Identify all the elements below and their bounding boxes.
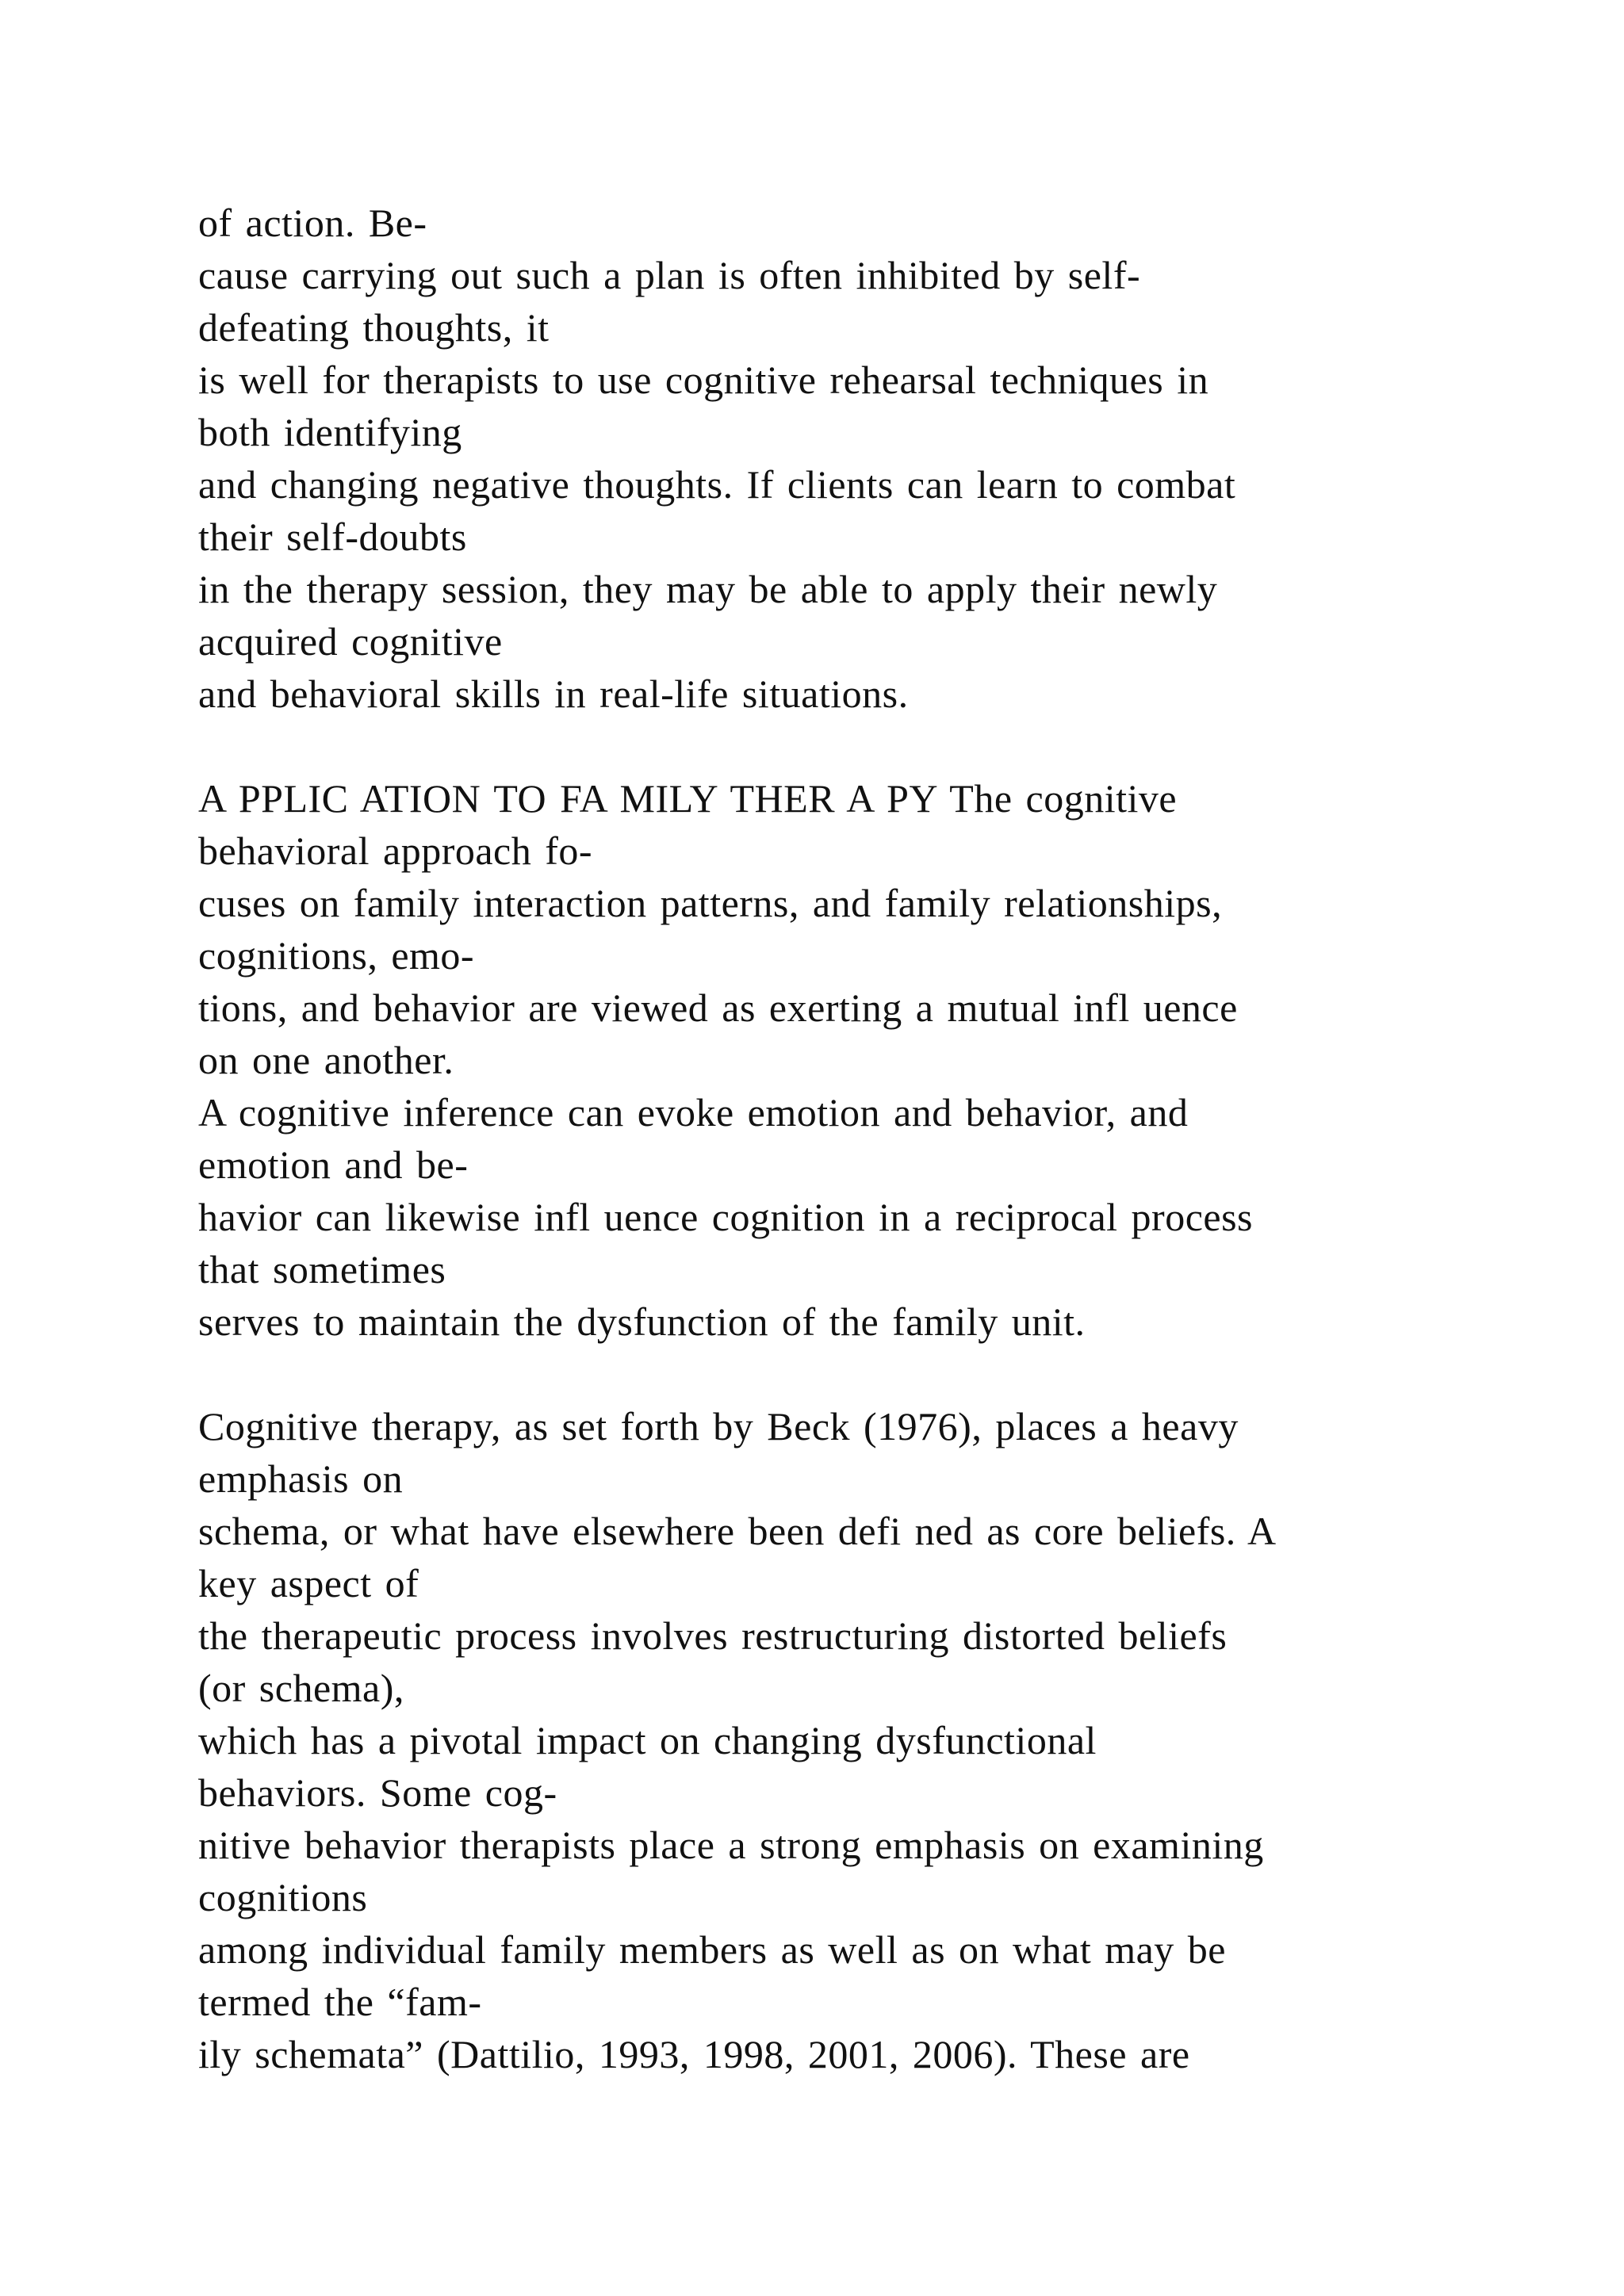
text-line: behaviors. Some cog- [198, 1770, 557, 1815]
paragraph-family-therapy [198, 772, 1546, 1348]
text-line: cuses on family interaction patterns, and family relationships, [198, 881, 1223, 925]
text-line: that sometimes [198, 1247, 446, 1292]
text-line: emphasis on [198, 1456, 404, 1501]
text-line: acquired cognitive [198, 619, 503, 664]
text-line: in the therapy session, they may be able to apply their newly [198, 567, 1218, 611]
text-line: on one another. [198, 1038, 454, 1082]
text-line: A cognitive inference can evoke emotion and behavior, and [198, 1090, 1189, 1135]
text-line: both identifying [198, 410, 462, 454]
text-line: nitive behavior therapists place a strong emphasis on examining [198, 1823, 1264, 1867]
text-line: ily schemata” (Dattilio, 1993, 1998, 2001, 2006). These are [198, 2032, 1190, 2076]
text-line: cognitions [198, 1875, 368, 1919]
text-line: and changing negative thoughts. If clients can learn to combat [198, 462, 1236, 507]
text-line: tions, and behavior are viewed as exerting a mutual infl uence [198, 985, 1238, 1030]
text-line: behavioral approach fo- [198, 828, 593, 873]
document-body [198, 197, 1546, 2080]
text-line: termed the “fam- [198, 1980, 482, 2024]
text-line: A PPLIC ATION TO FA MILY THER A PY The cognitive [198, 776, 1178, 821]
text-line: their self-doubts [198, 515, 467, 559]
text-line: cause carrying out such a plan is often inhibited by self- [198, 253, 1141, 297]
text-line: the therapeutic process involves restructuring distorted beliefs [198, 1613, 1228, 1658]
text-line: serves to maintain the dysfunction of the family unit. [198, 1299, 1086, 1344]
text-line: cognitions, emo- [198, 933, 475, 978]
paragraph-gap [198, 1348, 1546, 1400]
text-line: defeating thoughts, it [198, 305, 550, 350]
text-line: schema, or what have elsewhere been defi ned as core beliefs. A [198, 1509, 1277, 1553]
text-line: Cognitive therapy, as set forth by Beck (1976), places a heavy [198, 1404, 1239, 1448]
text-line: key aspect of [198, 1561, 419, 1605]
text-line: havior can likewise infl uence cognition in a reciprocal process [198, 1195, 1254, 1239]
text-line: emotion and be- [198, 1142, 469, 1187]
text-line: (or schema), [198, 1666, 404, 1710]
paragraph-cognitive-rehearsal [198, 197, 1546, 720]
text-line: is well for therapists to use cognitive rehearsal techniques in [198, 358, 1209, 402]
paragraph-cognitive-therapy-schema [198, 1400, 1546, 2080]
text-line: and behavioral skills in real-life situations. [198, 672, 909, 716]
text-line: among individual family members as well as on what may be [198, 1927, 1226, 1972]
text-line: of action. Be- [198, 201, 427, 245]
paragraph-gap [198, 720, 1546, 772]
text-line: which has a pivotal impact on changing dysfunctional [198, 1718, 1097, 1762]
